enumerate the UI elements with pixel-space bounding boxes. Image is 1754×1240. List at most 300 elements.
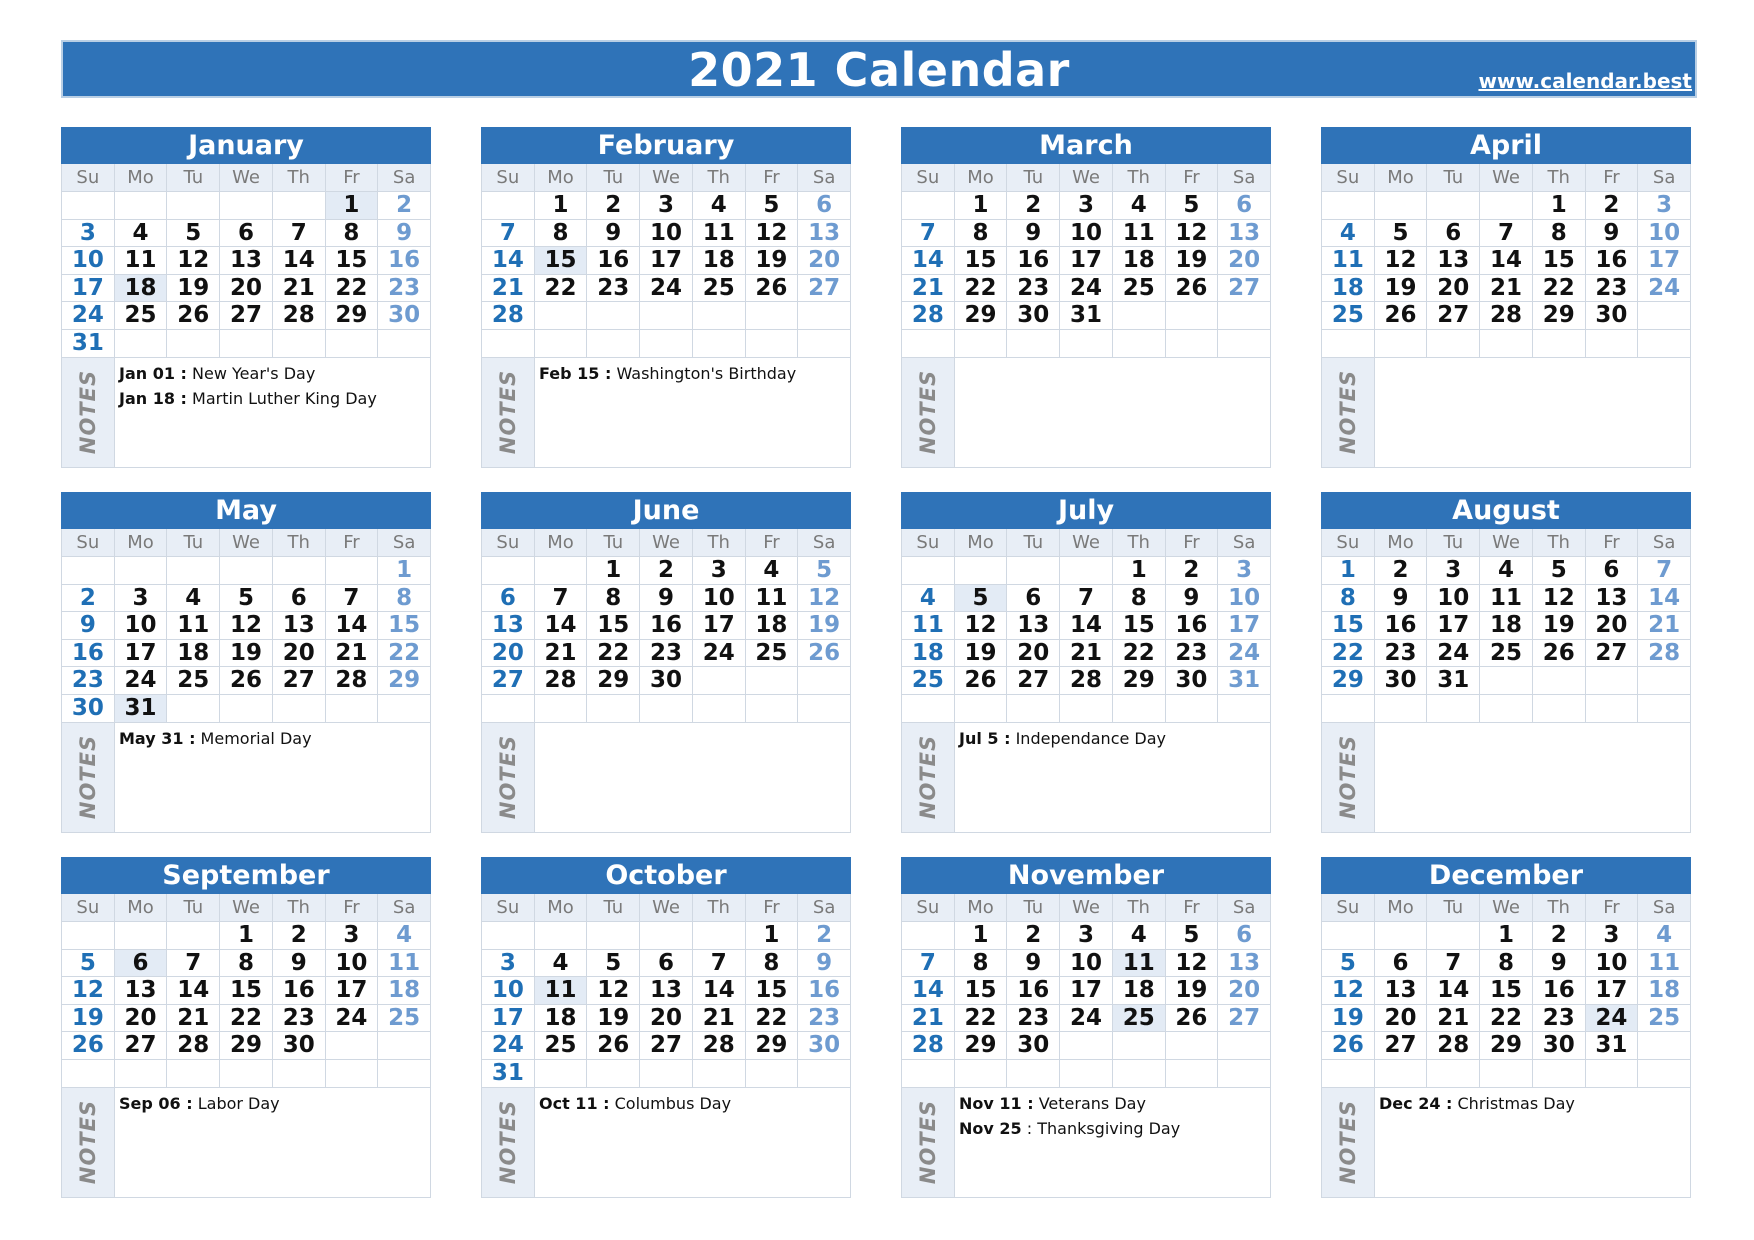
- day-cell[interactable]: 26: [220, 667, 273, 695]
- day-cell[interactable]: 13: [798, 220, 851, 248]
- day-cell[interactable]: 12: [1322, 977, 1375, 1005]
- day-cell[interactable]: 12: [1166, 950, 1219, 978]
- day-cell[interactable]: 8: [746, 950, 799, 978]
- day-cell[interactable]: 5: [798, 557, 851, 585]
- day-cell[interactable]: 18: [746, 612, 799, 640]
- holiday-day-cell[interactable]: 6: [115, 950, 168, 978]
- day-cell[interactable]: 25: [1480, 640, 1533, 668]
- day-cell[interactable]: 3: [115, 585, 168, 613]
- day-cell[interactable]: 22: [955, 1005, 1008, 1033]
- day-cell[interactable]: 10: [640, 220, 693, 248]
- day-cell[interactable]: 29: [1322, 667, 1375, 695]
- day-cell[interactable]: 14: [902, 247, 955, 275]
- day-cell[interactable]: 11: [746, 585, 799, 613]
- day-cell[interactable]: 8: [955, 950, 1008, 978]
- day-cell[interactable]: 11: [1113, 220, 1166, 248]
- day-cell[interactable]: 7: [273, 220, 326, 248]
- day-cell[interactable]: 21: [482, 275, 535, 303]
- day-cell[interactable]: 4: [746, 557, 799, 585]
- day-cell[interactable]: 30: [798, 1032, 851, 1060]
- day-cell[interactable]: 14: [167, 977, 220, 1005]
- day-cell[interactable]: 5: [746, 192, 799, 220]
- day-cell[interactable]: 17: [693, 612, 746, 640]
- day-cell[interactable]: 31: [1218, 667, 1271, 695]
- day-cell[interactable]: 14: [535, 612, 588, 640]
- day-cell[interactable]: 21: [1060, 640, 1113, 668]
- day-cell[interactable]: 3: [62, 220, 115, 248]
- day-cell[interactable]: 30: [1533, 1032, 1586, 1060]
- day-cell[interactable]: 4: [902, 585, 955, 613]
- day-cell[interactable]: 6: [1586, 557, 1639, 585]
- day-cell[interactable]: 17: [1638, 247, 1691, 275]
- day-cell[interactable]: 13: [640, 977, 693, 1005]
- day-cell[interactable]: 23: [1533, 1005, 1586, 1033]
- day-cell[interactable]: 30: [62, 695, 115, 723]
- day-cell[interactable]: 8: [1322, 585, 1375, 613]
- day-cell[interactable]: 28: [1638, 640, 1691, 668]
- day-cell[interactable]: 10: [1060, 220, 1113, 248]
- day-cell[interactable]: 25: [115, 302, 168, 330]
- day-cell[interactable]: 4: [378, 922, 431, 950]
- day-cell[interactable]: 22: [326, 275, 379, 303]
- day-cell[interactable]: 23: [1007, 275, 1060, 303]
- day-cell[interactable]: 14: [1060, 612, 1113, 640]
- day-cell[interactable]: 1: [587, 557, 640, 585]
- day-cell[interactable]: 4: [693, 192, 746, 220]
- day-cell[interactable]: 20: [482, 640, 535, 668]
- holiday-day-cell[interactable]: 15: [535, 247, 588, 275]
- day-cell[interactable]: 16: [798, 977, 851, 1005]
- day-cell[interactable]: 28: [902, 302, 955, 330]
- day-cell[interactable]: 20: [115, 1005, 168, 1033]
- day-cell[interactable]: 26: [1166, 1005, 1219, 1033]
- day-cell[interactable]: 5: [62, 950, 115, 978]
- day-cell[interactable]: 18: [1322, 275, 1375, 303]
- day-cell[interactable]: 19: [1533, 612, 1586, 640]
- day-cell[interactable]: 6: [1427, 220, 1480, 248]
- day-cell[interactable]: 23: [587, 275, 640, 303]
- holiday-day-cell[interactable]: 31: [115, 695, 168, 723]
- day-cell[interactable]: 20: [273, 640, 326, 668]
- day-cell[interactable]: 27: [1586, 640, 1639, 668]
- day-cell[interactable]: 3: [482, 950, 535, 978]
- day-cell[interactable]: 27: [220, 302, 273, 330]
- day-cell[interactable]: 2: [1007, 192, 1060, 220]
- day-cell[interactable]: 12: [955, 612, 1008, 640]
- day-cell[interactable]: 20: [1375, 1005, 1428, 1033]
- day-cell[interactable]: 1: [1533, 192, 1586, 220]
- day-cell[interactable]: 27: [482, 667, 535, 695]
- day-cell[interactable]: 18: [167, 640, 220, 668]
- day-cell[interactable]: 8: [378, 585, 431, 613]
- day-cell[interactable]: 26: [1533, 640, 1586, 668]
- day-cell[interactable]: 14: [1638, 585, 1691, 613]
- day-cell[interactable]: 10: [115, 612, 168, 640]
- day-cell[interactable]: 29: [955, 1032, 1008, 1060]
- day-cell[interactable]: 9: [273, 950, 326, 978]
- day-cell[interactable]: 23: [640, 640, 693, 668]
- day-cell[interactable]: 29: [1533, 302, 1586, 330]
- day-cell[interactable]: 7: [693, 950, 746, 978]
- day-cell[interactable]: 27: [115, 1032, 168, 1060]
- day-cell[interactable]: 8: [1113, 585, 1166, 613]
- day-cell[interactable]: 10: [62, 247, 115, 275]
- day-cell[interactable]: 3: [326, 922, 379, 950]
- day-cell[interactable]: 21: [902, 275, 955, 303]
- day-cell[interactable]: 14: [482, 247, 535, 275]
- day-cell[interactable]: 8: [955, 220, 1008, 248]
- day-cell[interactable]: 22: [220, 1005, 273, 1033]
- day-cell[interactable]: 16: [1007, 247, 1060, 275]
- day-cell[interactable]: 1: [955, 922, 1008, 950]
- day-cell[interactable]: 6: [798, 192, 851, 220]
- day-cell[interactable]: 9: [1007, 950, 1060, 978]
- day-cell[interactable]: 1: [378, 557, 431, 585]
- day-cell[interactable]: 16: [1533, 977, 1586, 1005]
- day-cell[interactable]: 9: [1007, 220, 1060, 248]
- day-cell[interactable]: 24: [115, 667, 168, 695]
- day-cell[interactable]: 2: [1533, 922, 1586, 950]
- day-cell[interactable]: 14: [1427, 977, 1480, 1005]
- day-cell[interactable]: 8: [587, 585, 640, 613]
- day-cell[interactable]: 30: [1007, 1032, 1060, 1060]
- holiday-day-cell[interactable]: 18: [115, 275, 168, 303]
- day-cell[interactable]: 18: [1480, 612, 1533, 640]
- day-cell[interactable]: 27: [1007, 667, 1060, 695]
- day-cell[interactable]: 30: [1375, 667, 1428, 695]
- day-cell[interactable]: 8: [1533, 220, 1586, 248]
- day-cell[interactable]: 23: [378, 275, 431, 303]
- day-cell[interactable]: 10: [1586, 950, 1639, 978]
- day-cell[interactable]: 9: [1533, 950, 1586, 978]
- day-cell[interactable]: 24: [1060, 275, 1113, 303]
- day-cell[interactable]: 31: [1060, 302, 1113, 330]
- holiday-day-cell[interactable]: 25: [1113, 1005, 1166, 1033]
- day-cell[interactable]: 20: [640, 1005, 693, 1033]
- day-cell[interactable]: 30: [1586, 302, 1639, 330]
- day-cell[interactable]: 16: [62, 640, 115, 668]
- day-cell[interactable]: 3: [1060, 922, 1113, 950]
- day-cell[interactable]: 14: [326, 612, 379, 640]
- day-cell[interactable]: 16: [1586, 247, 1639, 275]
- day-cell[interactable]: 17: [62, 275, 115, 303]
- day-cell[interactable]: 14: [1480, 247, 1533, 275]
- day-cell[interactable]: 15: [1322, 612, 1375, 640]
- day-cell[interactable]: 23: [1166, 640, 1219, 668]
- day-cell[interactable]: 13: [1218, 950, 1271, 978]
- day-cell[interactable]: 11: [1322, 247, 1375, 275]
- day-cell[interactable]: 7: [902, 950, 955, 978]
- day-cell[interactable]: 21: [693, 1005, 746, 1033]
- day-cell[interactable]: 24: [1427, 640, 1480, 668]
- day-cell[interactable]: 16: [1375, 612, 1428, 640]
- day-cell[interactable]: 25: [746, 640, 799, 668]
- day-cell[interactable]: 4: [535, 950, 588, 978]
- day-cell[interactable]: 14: [693, 977, 746, 1005]
- day-cell[interactable]: 2: [1007, 922, 1060, 950]
- day-cell[interactable]: 12: [587, 977, 640, 1005]
- day-cell[interactable]: 20: [798, 247, 851, 275]
- day-cell[interactable]: 20: [1007, 640, 1060, 668]
- day-cell[interactable]: 10: [1427, 585, 1480, 613]
- day-cell[interactable]: 24: [693, 640, 746, 668]
- day-cell[interactable]: 13: [482, 612, 535, 640]
- day-cell[interactable]: 3: [1060, 192, 1113, 220]
- day-cell[interactable]: 10: [1218, 585, 1271, 613]
- website-link[interactable]: www.calendar.best: [1478, 69, 1692, 93]
- day-cell[interactable]: 26: [1375, 302, 1428, 330]
- day-cell[interactable]: 11: [902, 612, 955, 640]
- day-cell[interactable]: 3: [1427, 557, 1480, 585]
- day-cell[interactable]: 4: [167, 585, 220, 613]
- day-cell[interactable]: 24: [1060, 1005, 1113, 1033]
- day-cell[interactable]: 4: [1113, 922, 1166, 950]
- day-cell[interactable]: 21: [1638, 612, 1691, 640]
- day-cell[interactable]: 9: [798, 950, 851, 978]
- day-cell[interactable]: 7: [1427, 950, 1480, 978]
- day-cell[interactable]: 28: [1060, 667, 1113, 695]
- day-cell[interactable]: 15: [587, 612, 640, 640]
- day-cell[interactable]: 8: [535, 220, 588, 248]
- day-cell[interactable]: 11: [115, 247, 168, 275]
- day-cell[interactable]: 1: [1480, 922, 1533, 950]
- day-cell[interactable]: 12: [798, 585, 851, 613]
- day-cell[interactable]: 9: [378, 220, 431, 248]
- day-cell[interactable]: 10: [482, 977, 535, 1005]
- day-cell[interactable]: 19: [167, 275, 220, 303]
- holiday-day-cell[interactable]: 11: [535, 977, 588, 1005]
- day-cell[interactable]: 26: [62, 1032, 115, 1060]
- day-cell[interactable]: 5: [220, 585, 273, 613]
- day-cell[interactable]: 25: [1322, 302, 1375, 330]
- day-cell[interactable]: 27: [798, 275, 851, 303]
- day-cell[interactable]: 26: [587, 1032, 640, 1060]
- day-cell[interactable]: 7: [1638, 557, 1691, 585]
- day-cell[interactable]: 29: [378, 667, 431, 695]
- day-cell[interactable]: 6: [1007, 585, 1060, 613]
- day-cell[interactable]: 29: [587, 667, 640, 695]
- day-cell[interactable]: 19: [62, 1005, 115, 1033]
- day-cell[interactable]: 19: [1166, 977, 1219, 1005]
- day-cell[interactable]: 25: [167, 667, 220, 695]
- day-cell[interactable]: 7: [1060, 585, 1113, 613]
- day-cell[interactable]: 6: [1218, 192, 1271, 220]
- day-cell[interactable]: 24: [482, 1032, 535, 1060]
- day-cell[interactable]: 11: [693, 220, 746, 248]
- day-cell[interactable]: 12: [62, 977, 115, 1005]
- day-cell[interactable]: 29: [955, 302, 1008, 330]
- day-cell[interactable]: 10: [326, 950, 379, 978]
- day-cell[interactable]: 12: [1533, 585, 1586, 613]
- day-cell[interactable]: 19: [220, 640, 273, 668]
- day-cell[interactable]: 15: [1480, 977, 1533, 1005]
- day-cell[interactable]: 14: [273, 247, 326, 275]
- day-cell[interactable]: 17: [326, 977, 379, 1005]
- day-cell[interactable]: 19: [798, 612, 851, 640]
- day-cell[interactable]: 31: [1586, 1032, 1639, 1060]
- day-cell[interactable]: 26: [746, 275, 799, 303]
- day-cell[interactable]: 2: [1586, 192, 1639, 220]
- day-cell[interactable]: 31: [1427, 667, 1480, 695]
- day-cell[interactable]: 9: [640, 585, 693, 613]
- day-cell[interactable]: 24: [640, 275, 693, 303]
- day-cell[interactable]: 13: [273, 612, 326, 640]
- day-cell[interactable]: 2: [62, 585, 115, 613]
- day-cell[interactable]: 27: [273, 667, 326, 695]
- day-cell[interactable]: 25: [378, 1005, 431, 1033]
- day-cell[interactable]: 26: [1322, 1032, 1375, 1060]
- day-cell[interactable]: 31: [62, 330, 115, 358]
- day-cell[interactable]: 5: [1322, 950, 1375, 978]
- day-cell[interactable]: 1: [1113, 557, 1166, 585]
- day-cell[interactable]: 24: [326, 1005, 379, 1033]
- day-cell[interactable]: 4: [1480, 557, 1533, 585]
- day-cell[interactable]: 3: [693, 557, 746, 585]
- day-cell[interactable]: 7: [1480, 220, 1533, 248]
- day-cell[interactable]: 13: [1586, 585, 1639, 613]
- day-cell[interactable]: 18: [378, 977, 431, 1005]
- day-cell[interactable]: 6: [220, 220, 273, 248]
- day-cell[interactable]: 10: [1060, 950, 1113, 978]
- day-cell[interactable]: 2: [273, 922, 326, 950]
- day-cell[interactable]: 23: [1375, 640, 1428, 668]
- day-cell[interactable]: 28: [273, 302, 326, 330]
- day-cell[interactable]: 1: [746, 922, 799, 950]
- day-cell[interactable]: 24: [1218, 640, 1271, 668]
- day-cell[interactable]: 28: [1480, 302, 1533, 330]
- day-cell[interactable]: 29: [1480, 1032, 1533, 1060]
- day-cell[interactable]: 29: [326, 302, 379, 330]
- day-cell[interactable]: 18: [1113, 977, 1166, 1005]
- day-cell[interactable]: 15: [378, 612, 431, 640]
- day-cell[interactable]: 27: [1375, 1032, 1428, 1060]
- day-cell[interactable]: 15: [1533, 247, 1586, 275]
- day-cell[interactable]: 18: [693, 247, 746, 275]
- day-cell[interactable]: 17: [1427, 612, 1480, 640]
- day-cell[interactable]: 28: [535, 667, 588, 695]
- day-cell[interactable]: 2: [1166, 557, 1219, 585]
- day-cell[interactable]: 19: [1166, 247, 1219, 275]
- day-cell[interactable]: 30: [1007, 302, 1060, 330]
- day-cell[interactable]: 16: [1166, 612, 1219, 640]
- day-cell[interactable]: 6: [1218, 922, 1271, 950]
- day-cell[interactable]: 30: [378, 302, 431, 330]
- day-cell[interactable]: 17: [1218, 612, 1271, 640]
- day-cell[interactable]: 6: [1375, 950, 1428, 978]
- day-cell[interactable]: 7: [167, 950, 220, 978]
- day-cell[interactable]: 26: [955, 667, 1008, 695]
- day-cell[interactable]: 12: [1375, 247, 1428, 275]
- day-cell[interactable]: 11: [1638, 950, 1691, 978]
- day-cell[interactable]: 19: [746, 247, 799, 275]
- day-cell[interactable]: 22: [1533, 275, 1586, 303]
- day-cell[interactable]: 18: [902, 640, 955, 668]
- day-cell[interactable]: 23: [62, 667, 115, 695]
- day-cell[interactable]: 21: [167, 1005, 220, 1033]
- day-cell[interactable]: 19: [587, 1005, 640, 1033]
- day-cell[interactable]: 15: [220, 977, 273, 1005]
- day-cell[interactable]: 20: [220, 275, 273, 303]
- day-cell[interactable]: 11: [1480, 585, 1533, 613]
- day-cell[interactable]: 25: [693, 275, 746, 303]
- day-cell[interactable]: 19: [955, 640, 1008, 668]
- day-cell[interactable]: 30: [640, 667, 693, 695]
- day-cell[interactable]: 26: [1166, 275, 1219, 303]
- day-cell[interactable]: 15: [326, 247, 379, 275]
- day-cell[interactable]: 9: [1586, 220, 1639, 248]
- day-cell[interactable]: 2: [798, 922, 851, 950]
- day-cell[interactable]: 21: [902, 1005, 955, 1033]
- day-cell[interactable]: 5: [1166, 922, 1219, 950]
- day-cell[interactable]: 21: [326, 640, 379, 668]
- day-cell[interactable]: 3: [1586, 922, 1639, 950]
- day-cell[interactable]: 5: [1375, 220, 1428, 248]
- day-cell[interactable]: 27: [640, 1032, 693, 1060]
- day-cell[interactable]: 28: [693, 1032, 746, 1060]
- day-cell[interactable]: 14: [902, 977, 955, 1005]
- day-cell[interactable]: 19: [1375, 275, 1428, 303]
- day-cell[interactable]: 17: [1060, 247, 1113, 275]
- day-cell[interactable]: 5: [167, 220, 220, 248]
- day-cell[interactable]: 15: [746, 977, 799, 1005]
- day-cell[interactable]: 12: [220, 612, 273, 640]
- day-cell[interactable]: 7: [482, 220, 535, 248]
- day-cell[interactable]: 17: [1060, 977, 1113, 1005]
- day-cell[interactable]: 22: [955, 275, 1008, 303]
- day-cell[interactable]: 31: [482, 1060, 535, 1088]
- day-cell[interactable]: 6: [640, 950, 693, 978]
- day-cell[interactable]: 13: [1218, 220, 1271, 248]
- day-cell[interactable]: 22: [535, 275, 588, 303]
- day-cell[interactable]: 28: [902, 1032, 955, 1060]
- day-cell[interactable]: 21: [273, 275, 326, 303]
- day-cell[interactable]: 4: [1322, 220, 1375, 248]
- day-cell[interactable]: 5: [587, 950, 640, 978]
- day-cell[interactable]: 22: [746, 1005, 799, 1033]
- day-cell[interactable]: 25: [1638, 1005, 1691, 1033]
- day-cell[interactable]: 22: [378, 640, 431, 668]
- day-cell[interactable]: 23: [798, 1005, 851, 1033]
- day-cell[interactable]: 29: [1113, 667, 1166, 695]
- day-cell[interactable]: 23: [273, 1005, 326, 1033]
- holiday-day-cell[interactable]: 11: [1113, 950, 1166, 978]
- day-cell[interactable]: 23: [1586, 275, 1639, 303]
- day-cell[interactable]: 27: [1427, 302, 1480, 330]
- day-cell[interactable]: 15: [955, 247, 1008, 275]
- day-cell[interactable]: 2: [1375, 557, 1428, 585]
- day-cell[interactable]: 22: [587, 640, 640, 668]
- day-cell[interactable]: 21: [1427, 1005, 1480, 1033]
- day-cell[interactable]: 2: [640, 557, 693, 585]
- day-cell[interactable]: 3: [640, 192, 693, 220]
- day-cell[interactable]: 1: [1322, 557, 1375, 585]
- day-cell[interactable]: 22: [1113, 640, 1166, 668]
- day-cell[interactable]: 7: [902, 220, 955, 248]
- day-cell[interactable]: 21: [535, 640, 588, 668]
- day-cell[interactable]: 4: [1113, 192, 1166, 220]
- day-cell[interactable]: 5: [1533, 557, 1586, 585]
- day-cell[interactable]: 28: [167, 1032, 220, 1060]
- day-cell[interactable]: 13: [115, 977, 168, 1005]
- day-cell[interactable]: 9: [1375, 585, 1428, 613]
- day-cell[interactable]: 4: [115, 220, 168, 248]
- day-cell[interactable]: 17: [1586, 977, 1639, 1005]
- day-cell[interactable]: 7: [535, 585, 588, 613]
- day-cell[interactable]: 18: [1638, 977, 1691, 1005]
- day-cell[interactable]: 21: [1480, 275, 1533, 303]
- day-cell[interactable]: 1: [955, 192, 1008, 220]
- day-cell[interactable]: 22: [1322, 640, 1375, 668]
